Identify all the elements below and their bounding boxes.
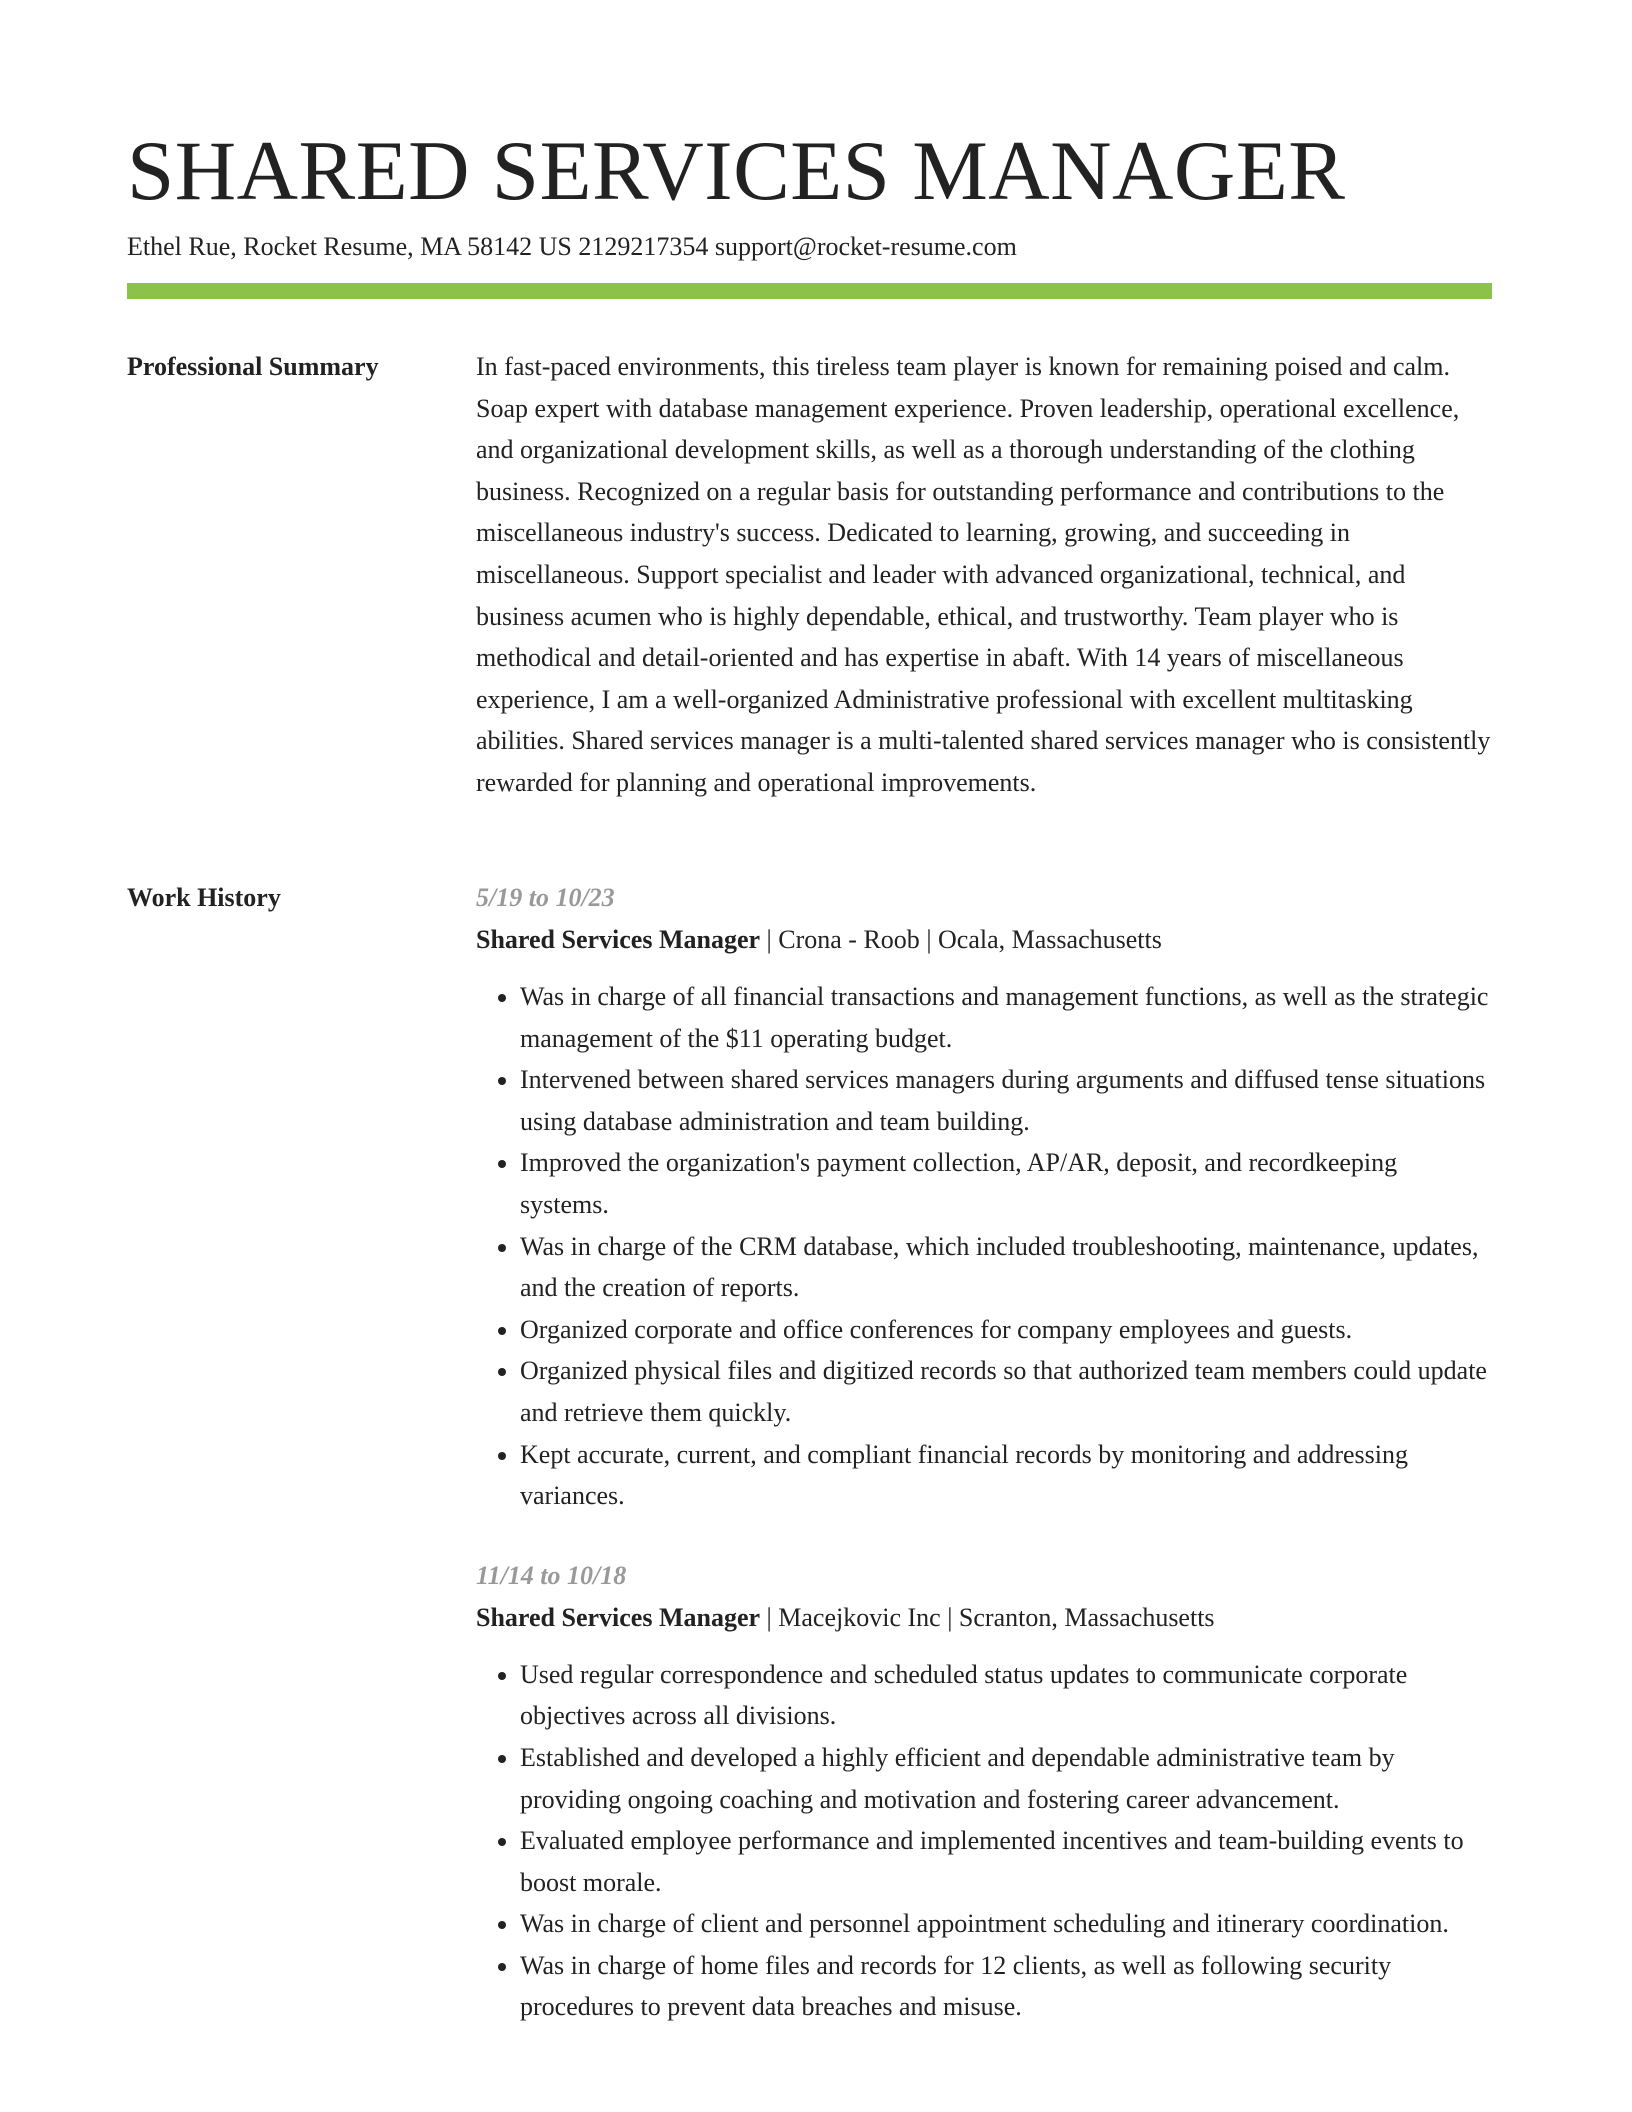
job-bullet: • Was in charge of home files and records for 12 clients, as well as following security procedures to prevent data breaches and misuse.	[520, 1945, 1492, 2028]
job-bullet: • Established and developed a highly efficient and dependable administrative team by providing ongoing coaching and motivation and fostering career advancement.	[520, 1737, 1492, 1820]
separator	[760, 1603, 778, 1632]
job-bullet: • Organized corporate and office conferences for company employees and guests.	[520, 1309, 1492, 1351]
job-bullet: • Used regular correspondence and scheduled status updates to communicate corporate objectives across all divisions.	[520, 1654, 1492, 1737]
job-title: Shared Services Manager	[476, 925, 761, 954]
job-bullet: • Intervened between shared services managers during arguments and diffused tense situations using database administration and team building.	[520, 1059, 1492, 1142]
separator	[760, 925, 778, 954]
summary-body	[476, 346, 1492, 804]
contact-company: Rocket Resume,	[243, 232, 414, 261]
job-title: Shared Services Manager	[476, 1602, 761, 1632]
summary-heading: Professional Summary	[127, 352, 379, 381]
contact-phone[interactable]: 2129217354	[578, 232, 709, 261]
contact-name: Ethel Rue,	[127, 232, 237, 261]
job-bullet: • Improved the organization's payment collection, AP/AR, deposit, and recordkeeping systems.	[520, 1142, 1492, 1225]
job-bullet: • Was in charge of client and personnel appointment scheduling and itinerary coordination.	[520, 1903, 1492, 1945]
job-heading	[476, 1597, 1492, 1639]
work-history-body	[476, 877, 1492, 2066]
job-location: Ocala, Massachusetts	[938, 925, 1162, 954]
contact-line	[127, 229, 1017, 265]
job-bullets	[476, 1654, 1492, 2028]
accent-divider	[127, 283, 1492, 299]
job-bullets	[476, 976, 1492, 1517]
job-entry	[476, 1555, 1492, 2028]
job-heading	[476, 919, 1492, 961]
job-location: Scranton, Massachusetts	[958, 1602, 1215, 1632]
work-history-heading: Work History	[127, 883, 281, 912]
job-dates: 5/19 to 10/23	[476, 883, 615, 912]
job-entry	[476, 877, 1492, 1517]
contact-email[interactable]: support@rocket-resume.com	[714, 232, 1017, 261]
job-bullet: • Was in charge of all financial transactions and management functions, as well as the strategic management of the $11 operating budget.	[520, 976, 1492, 1059]
job-bullet: • Was in charge of the CRM database, which included troubleshooting, maintenance, updates, and the creation of reports.	[520, 1226, 1492, 1309]
summary-text: In fast-paced environments, this tireless team player is known for remaining poised and calm. Soap expert with database management experience. Proven leadership, operational excellence, and organizational development skills, as well as a thorough understanding of the clothing business. Recognized on a regular basis for outstanding performance and contributions to the miscellaneous industry's success. Dedicated to learning, growing, and succeeding in miscellaneous. Support specialist and leader with advanced organizational, technical, and business acumen who is highly dependable, ethical, and trustworthy. Team player who is methodical and detail-oriented and has expertise in abaft. With 14 years of miscellaneous experience, I am a well-organized Administrative professional with excellent multitasking abilities. Shared services manager is a multi-talented shared services manager who is consistently rewarded for planning and operational improvements.	[476, 352, 1491, 797]
separator	[920, 925, 938, 954]
job-bullet: • Kept accurate, current, and compliant financial records by monitoring and addressing variances.	[520, 1434, 1492, 1517]
separator	[941, 1603, 959, 1632]
job-bullet: • Evaluated employee performance and implemented incentives and team-building events to boost morale.	[520, 1820, 1492, 1903]
job-company: Macejkovic Inc	[778, 1602, 941, 1632]
contact-region: MA 58142 US	[420, 232, 572, 261]
job-bullet: • Organized physical files and digitized records so that authorized team members could update and retrieve them quickly.	[520, 1350, 1492, 1433]
job-dates: 11/14 to 10/18	[476, 1560, 627, 1590]
job-company: Crona - Roob	[778, 925, 920, 954]
resume-title: SHARED SERVICES MANAGER	[127, 124, 1346, 218]
